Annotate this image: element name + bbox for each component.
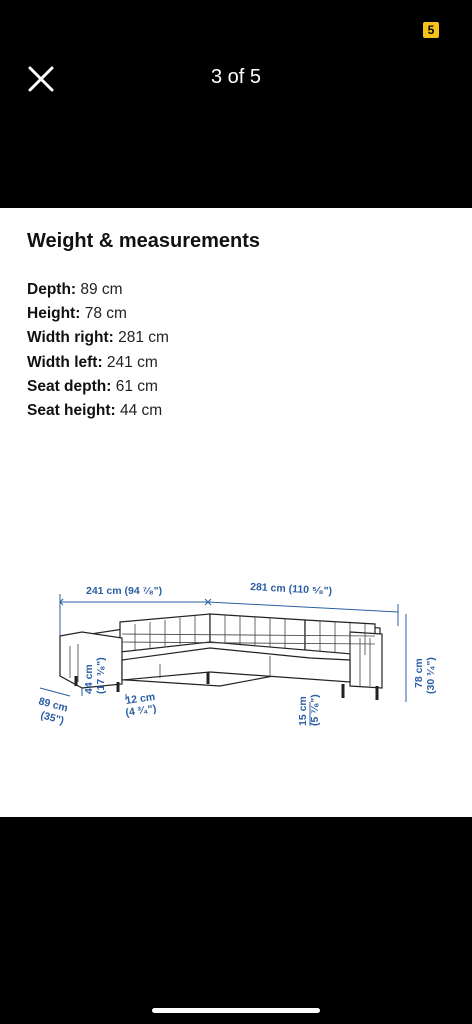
width-left-label: 241 cm (94 ⁷⁄₈") xyxy=(86,585,163,597)
status-badge: 5 xyxy=(423,22,439,38)
leg-height-in-label: (5 ⁷⁄₈") xyxy=(309,694,321,726)
image-content xyxy=(0,208,472,817)
sofa-dimension-diagram xyxy=(30,576,450,736)
spec-width-right xyxy=(27,326,169,350)
seat-height-in-label: (17 ³⁄₈") xyxy=(95,657,107,694)
height-in-label: (30 ³⁄₄") xyxy=(425,657,437,694)
measurements-list xyxy=(27,278,169,423)
spec-value: 281 cm xyxy=(113,329,169,347)
spec-height xyxy=(27,302,169,326)
section-title: Weight & measurements xyxy=(27,230,261,252)
height-cm-label: 78 cm xyxy=(413,658,425,688)
spec-seat-depth xyxy=(27,375,169,399)
spec-depth xyxy=(27,278,169,302)
spec-value: 78 cm xyxy=(80,305,127,323)
spec-label: Height: xyxy=(27,305,81,323)
seat-height-cm-label: 44 cm xyxy=(83,664,95,694)
spec-label: Seat height: xyxy=(27,401,116,419)
spec-label: Depth: xyxy=(27,281,77,298)
spec-label: Seat depth: xyxy=(27,377,112,395)
image-counter: 3 of 5 xyxy=(210,66,262,88)
spec-seat-height xyxy=(27,399,169,423)
width-right-label: 281 cm (110 ⁵⁄₈") xyxy=(249,581,333,598)
spec-label: Width right: xyxy=(27,329,114,347)
spec-width-left xyxy=(27,351,169,375)
leg-offset-in-label: (4 ³⁄₄") xyxy=(124,702,158,719)
spec-value: 89 cm xyxy=(76,281,123,298)
spec-value: 241 cm xyxy=(102,353,158,371)
home-indicator[interactable] xyxy=(152,1008,320,1013)
leg-height-cm-label: 15 cm xyxy=(297,696,309,726)
depth-in-label: (35") xyxy=(39,709,66,728)
viewer-header xyxy=(0,0,472,208)
spec-label: Width left: xyxy=(27,353,103,371)
depth-cm-label: 89 cm xyxy=(37,695,70,715)
leg-offset-cm-label: 12 cm xyxy=(124,690,156,707)
spec-value: 44 cm xyxy=(115,401,163,419)
spec-value: 61 cm xyxy=(111,377,158,395)
